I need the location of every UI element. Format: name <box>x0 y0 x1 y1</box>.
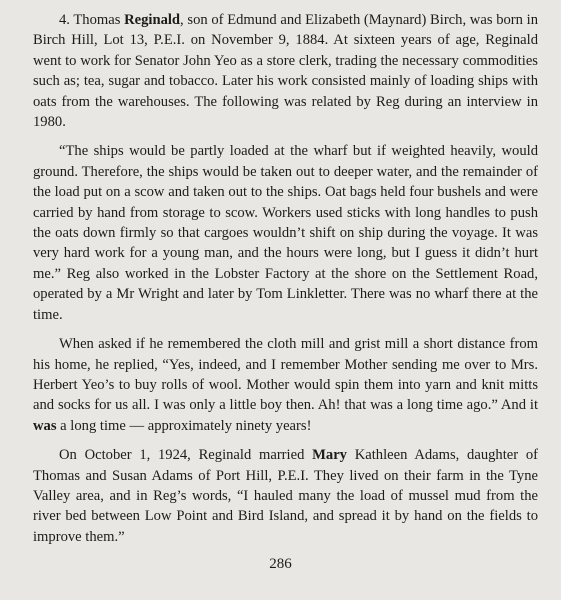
body-text <box>33 10 538 547</box>
person-name-mary: Mary <box>312 447 347 464</box>
paragraph-interview-quote <box>33 141 538 325</box>
paragraph-text: , son of Edmund and Elizabeth (Maynard) Birch, was born in Birch Hill, Lot 13, P.E.I. on November 9, 1884. At sixteen years of age, Reginald went to work for Senator John Yeo as a store clerk, trading the necessary commodities such as; tea, sugar and tobacco. Later his work consisted mainly of loading ships with oats from the warehouses. The following was related by Reg during an interview in 1980. <box>33 12 538 131</box>
paragraph-text: On October 1, 1924, Reginald married <box>59 447 313 464</box>
paragraph-biography <box>33 10 538 132</box>
paragraph-text: 4. Thomas <box>59 12 125 28</box>
paragraph-text: When asked if he remembered the cloth mill and grist mill a short distance from his home, he replied, “Yes, indeed, and I remember Mother sending me over to Mrs. Herbert Yeo’s to buy rolls of wool. Mother would spin them into yarn and knit mitts and socks for us all. I was only a little boy then. Ah! that was a long time ago.” And it <box>33 336 538 414</box>
paragraph-mill-memory <box>33 334 538 436</box>
emphasis-was: was <box>33 417 57 434</box>
paragraph-text: a long time — approximately ninety years! <box>56 417 312 434</box>
person-name-reginald: Reginald <box>124 12 181 28</box>
paragraph-text: Kathleen Adams, daughter of Thomas and Susan Adams of Port Hill, P.E.I. They lived on their farm in the Tyne Valley area, and in Reg’s words, “I hauled many the load of mussel mud from the river bed between Low Point and Bird Island, and spread it by hand on the fields to improve them.” <box>33 447 539 545</box>
paragraph-text: “The ships would be partly loaded at the wharf but if weighted heavily, would ground. Therefore, the ships would be taken out to deeper water, and the remainder of the load put on a scow and taken out to the ships. Oat bags held four bushels and were carried by hand from storage to scow. Workers used sticks with long handles to push the oats down firmly so that cargoes wouldn’t shift on ship during the voyage. It was very hard work for a young man, and the hours were long, but I guess it didn’t hurt me.” Reg also worked in the Lobster Factory at the shore on the Settlement Road, operated by a Mr Wright and later by Tom Linkletter. There was no wharf there at the time. <box>33 143 538 323</box>
page-number: 286 <box>269 556 292 572</box>
paragraph-marriage <box>33 445 538 547</box>
